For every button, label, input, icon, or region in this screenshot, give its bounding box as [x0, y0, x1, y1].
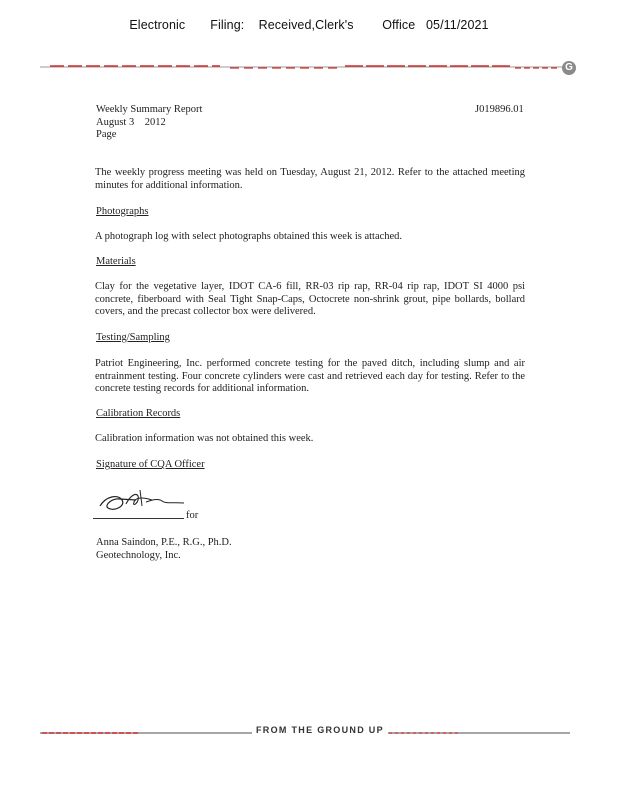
report-title: Weekly Summary Report — [96, 104, 203, 115]
report-page: Page — [96, 129, 117, 140]
calibration-text: Calibration information was not obtained this week. — [95, 433, 314, 444]
materials-text: Clay for the vegetative layer, IDOT CA-6 fill, RR-03 rip rap, RR-04 rip rap, IDOT SI 4000 psi concrete, fiberboard with Seal Tight Snap-Caps, Octocrete non-shrink grout, pipe bollards, bollard covers, and the precast collector box were delivered. — [95, 281, 525, 317]
testing-text: Patriot Engineering, Inc. performed concrete testing for the paved ditch, including slump and air entrainment testing. Four concrete cylinders were cast and retrieved each day for testing. Refer to the concrete testing records for additional information. — [95, 358, 525, 394]
photographs-heading: Photographs — [96, 206, 149, 217]
geotechnology-logo-icon: G — [562, 61, 576, 75]
letterhead-rule — [40, 64, 565, 71]
report-date: August 3 2012 — [96, 116, 166, 128]
materials-heading: Materials — [96, 256, 136, 267]
handwritten-signature-icon — [96, 486, 192, 518]
stamp-received: Received,Clerk's — [258, 18, 354, 32]
signer-name: Anna Saindon, P.E., R.G., Ph.D. — [96, 537, 232, 548]
signature-line — [93, 518, 184, 519]
footer-tagline: FROM THE GROUND UP — [252, 725, 388, 735]
signature-for: for — [186, 510, 199, 521]
photographs-text: A photograph log with select photographs obtained this week is attached. — [95, 231, 403, 242]
calibration-heading: Calibration Records — [96, 408, 181, 419]
stamp-office: Office — [382, 18, 416, 32]
signer-company: Geotechnology, Inc. — [96, 549, 181, 561]
stamp-date: 05/11/2021 — [425, 18, 489, 32]
stamp-filing: Filing: — [210, 18, 245, 32]
signer-block — [96, 537, 232, 562]
signature-heading: Signature of CQA Officer — [96, 459, 205, 470]
testing-heading: Testing/Sampling — [96, 332, 170, 343]
stamp-label: Electronic — [129, 18, 186, 32]
report-header — [96, 104, 202, 142]
intro-paragraph: The weekly progress meeting was held on Tuesday, August 21, 2012. Refer to the attached meeting minutes for additional information. — [95, 167, 525, 191]
project-number: J019896.01 — [475, 104, 524, 115]
filing-stamp — [0, 18, 618, 32]
